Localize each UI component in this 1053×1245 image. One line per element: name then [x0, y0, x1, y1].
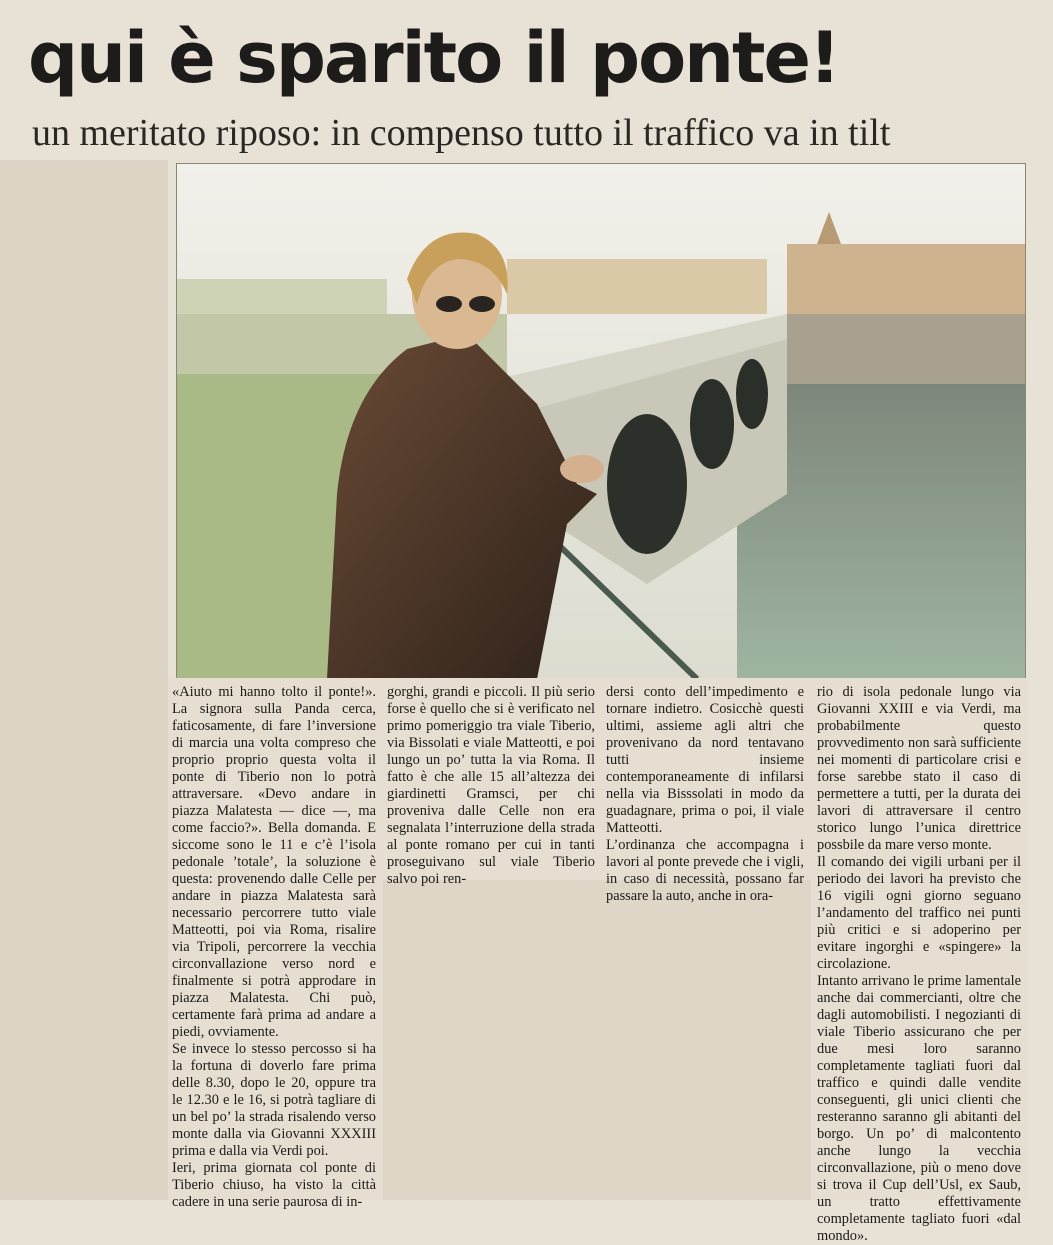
article-column-4 [817, 684, 1021, 1245]
paragraph: Se invece lo stesso percosso si ha la fortuna di doverlo fare prima delle 8.30, dopo le 20, oppure tra le 12.30 e le 16, si potrà tagliare di un bel po’ la strada risalendo verso monte dalla via Giovanni XXXIII prima e dalla via Verdi poi. [172, 1041, 376, 1159]
article-column-1 [172, 684, 376, 1211]
paragraph: gorghi, grandi e piccoli. Il più serio forse è quello che si è verificato nel primo pomeriggio tra viale Tiberio, via Bissolati e viale Matteotti, e poi lungo un po’ tutta la via Roma. Il fatto è che alle 15 all’altezza dei giardinetti Gramsci, per chi proveniva dalle Celle non era segnalata l’interruzione della strada al ponte romano per cui in tanti proseguivano sul viale Tiberio salvo poi ren- [387, 684, 595, 887]
bridge-photo-icon [177, 164, 1025, 679]
paragraph: rio di isola pedonale lungo via Giovanni XXIII e via Verdi, ma probabilmente questo provvedimento non sarà sufficiente nei momenti di particolare crisi e forse sarebbe stato il caso di permettere a tutti, per la durata dei lavori di attraversare il centro storico lungo l’unica direttrice possbile da mare verso monte. [817, 684, 1021, 853]
paragraph: Il comando dei vigili urbani per il periodo dei lavori ha previsto che 16 vigili ogni giorno seguano l’andamento del traffico nei punti più critici e si adoperino per evitare ingorghi e «spingere» la circolazione. [817, 854, 1021, 972]
paragraph: dersi conto dell’impedimento e tornare indietro. Cosicchè questi ultimi, assieme agli altri che provenivano da nord tentavano tutti insieme contemporaneamente di infilarsi nella via Bisssolati in modo da guadagnare, prima o poi, il viale Matteotti. [606, 684, 804, 836]
paragraph: Ieri, prima giornata col ponte di Tiberio chiuso, ha visto la città cadere in una serie paurosa di in- [172, 1160, 376, 1210]
bridge-photo [176, 163, 1026, 680]
article-subheadline: un meritato riposo: in compenso tutto il traffico va in tilt [32, 112, 891, 154]
paragraph: «Aiuto mi hanno tolto il ponte!». La signora sulla Panda cerca, faticosamente, di fare l’inversione di marcia una volta compreso che proprio proprio questa volta il ponte di Tiberio non lo potrà attraversare. «Devo andare in piazza Malatesta — dice —, ma come faccio?». Bella domanda. E siccome sono le 11 e c’è l’isola pedonale ’totale’, la soluzione è questa: provenendo dalle Celle per andare in piazza Malatesta sarà necessario percorrere tutto viale Matteotti, poi via Roma, risalire via Tripoli, percorrere la vecchia circonvallazione verso nord e finalmente si potrà approdare in piazza Malatesta. Chi può, certamente farà prima ad andare a piedi, ovviamente. [172, 684, 376, 1040]
paragraph: Intanto arrivano le prime lamentale anche dai commercianti, oltre che dagli automobilisti. I negozianti di viale Tiberio assicurano che per due mesi loro saranno completamente tagliati fuori dal traffico e quindi dalle vendite conseguenti, gli unici clienti che resteranno saranno gli abitanti del borgo. Un po’ di malcontento anche lungo la vecchia circonvallazione, più o meno dove si trova il Cup dell’Usl, ex Saub, un tratto effettivamente completamente tagliato fuori «dal mondo». [817, 973, 1021, 1244]
page-margin [0, 160, 168, 1200]
article-column-2 [387, 684, 595, 888]
article-column-3 [606, 684, 804, 905]
blank-area [383, 880, 811, 1200]
paragraph: L’ordinanza che accompagna i lavori al ponte prevede che i vigli, in caso di necessità, possano far passare la auto, anche in ora- [606, 837, 804, 904]
article-headline: qui è sparito il ponte! [28, 17, 839, 99]
